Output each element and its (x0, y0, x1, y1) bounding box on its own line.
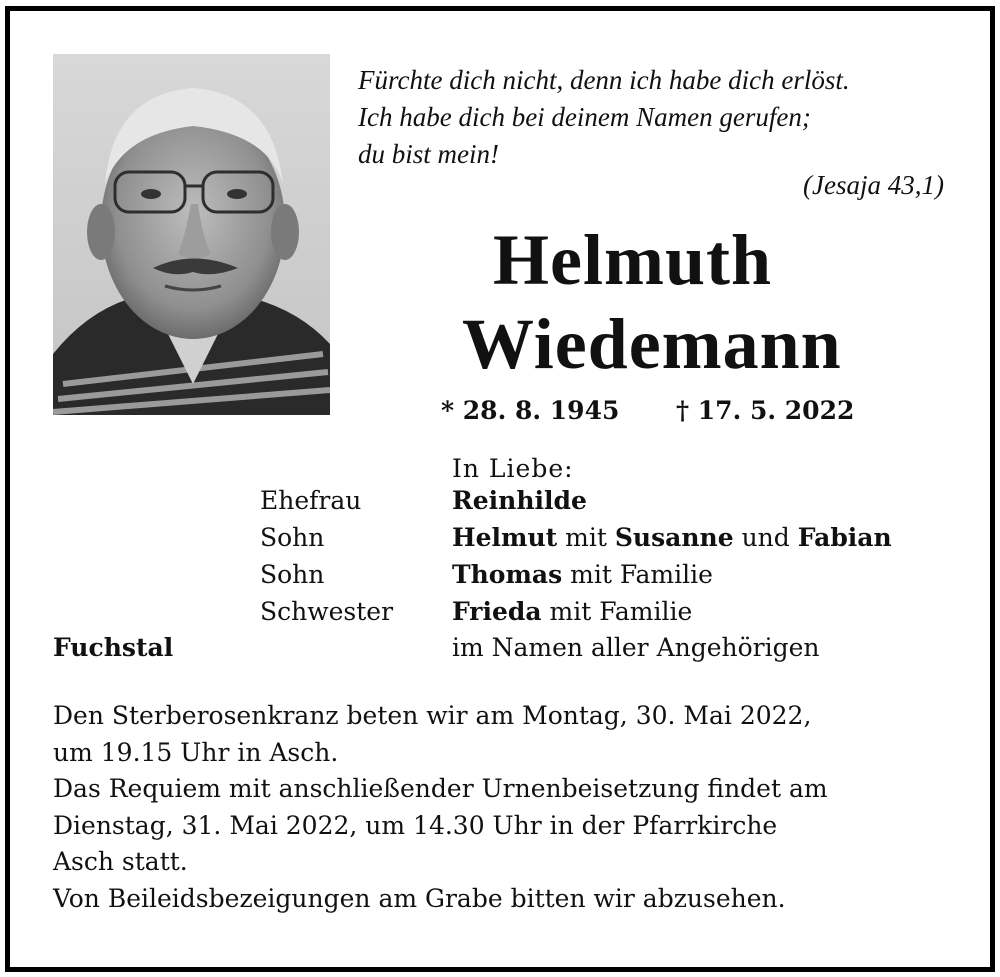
quote-line: du bist mein! (358, 139, 499, 169)
notice-line: Asch statt. (53, 847, 188, 876)
notice-line: Von Beileidsbezeigungen am Grabe bitten wir abzusehen. (53, 883, 786, 913)
member-name: Frieda (452, 597, 542, 626)
member-connector: mit (557, 523, 615, 552)
notice-line: um 19.15 Uhr in Asch. (53, 737, 339, 767)
bible-quote (358, 62, 958, 173)
member-rest: mit Familie (541, 597, 693, 626)
family-intro: In Liebe: (452, 454, 574, 483)
family-closing: im Namen aller Angehörigen (452, 633, 820, 662)
notice-line: Den Sterberosenkranz beten wir am Montag, 30. Mai 2022, (53, 701, 812, 730)
portrait-photo (53, 54, 330, 415)
member-name: Reinhilde (452, 486, 587, 515)
quote-line: Ich habe dich bei deinem Namen gerufen; (358, 102, 811, 132)
family-relation: Sohn (260, 560, 325, 589)
deceased-last-name: Wiedemann (462, 304, 842, 384)
notice-line: Das Requiem mit anschließender Urnenbeisetzung findet am (53, 774, 828, 803)
birth-date: * 28. 8. 1945 (441, 396, 620, 425)
place-name: Fuchstal (53, 633, 174, 662)
deceased-first-name: Helmuth (493, 220, 773, 300)
member-name: Thomas (452, 560, 563, 589)
quote-reference: (Jesaja 43,1) (803, 170, 944, 200)
death-date: † 17. 5. 2022 (676, 396, 855, 425)
family-relation: Sohn (260, 523, 325, 552)
member-connector: und (733, 523, 798, 552)
notice-line: Dienstag, 31. Mai 2022, um 14.30 Uhr in der Pfarrkirche (53, 810, 778, 840)
member-name: Helmut (452, 523, 558, 552)
family-relation: Schwester (260, 597, 394, 626)
family-member (452, 523, 892, 552)
service-notice (53, 698, 953, 917)
family-member (452, 560, 713, 589)
member-child: Fabian (797, 523, 892, 552)
family-member (452, 486, 587, 515)
quote-line: Fürchte dich nicht, denn ich habe dich erlöst. (358, 65, 850, 95)
family-relation: Ehefrau (260, 486, 362, 515)
family-member (452, 597, 692, 626)
member-rest: mit Familie (562, 560, 713, 589)
member-partner: Susanne (614, 523, 734, 552)
